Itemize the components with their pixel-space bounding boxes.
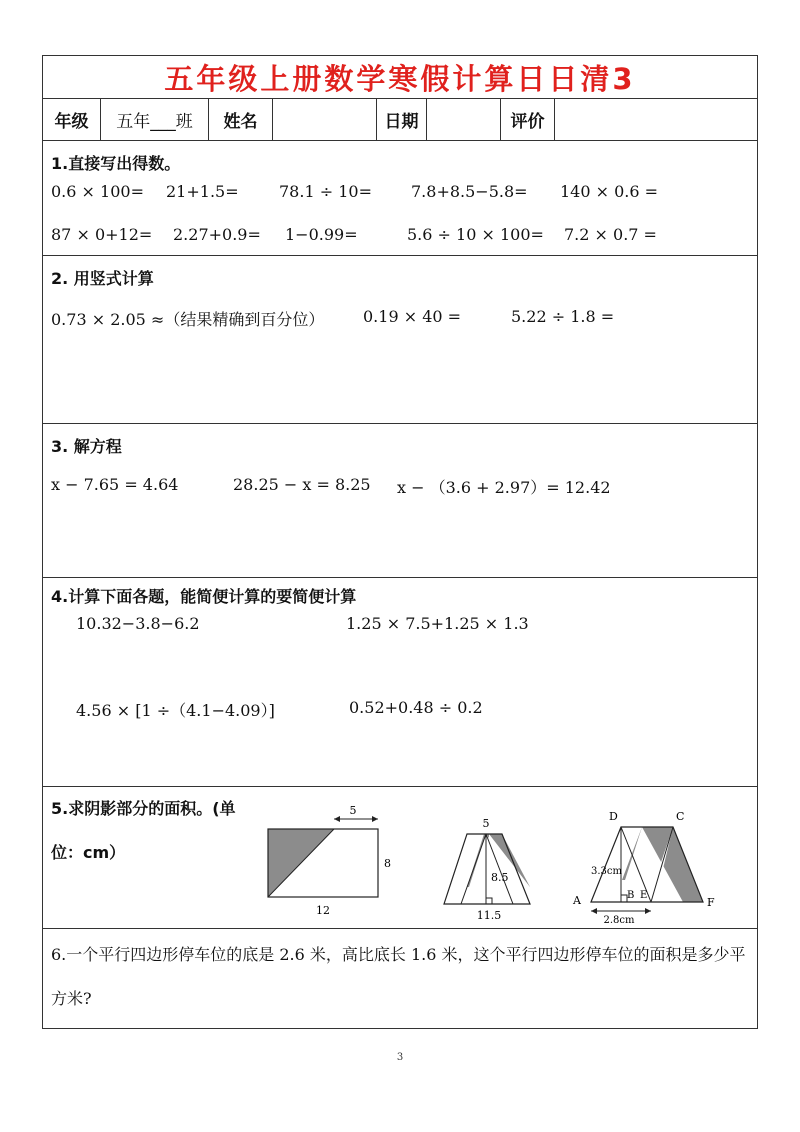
label-bottom: 11.5 — [476, 909, 502, 922]
date-label: 日期 — [377, 99, 427, 140]
problem: 4.56 × [1 ÷（4.1−4.09）] — [76, 701, 275, 720]
label-height: 3.3cm — [591, 866, 622, 877]
label-side: 8 — [384, 857, 391, 870]
problem: 0.6 × 100= — [51, 182, 144, 201]
evaluation-label: 评价 — [501, 99, 555, 140]
section-1-title: 1.直接写出得数。 — [51, 154, 181, 173]
label-f: F — [707, 896, 715, 909]
word-problem: 6.一个平行四边形停车位的底是 2.6 米，高比底长 1.6 米，这个平行四边形停车位的面积是多少平方米? — [51, 945, 746, 1008]
label-d: D — [609, 810, 618, 823]
section-5 — [43, 787, 757, 929]
problem: 5.6 ÷ 10 × 100= — [407, 225, 544, 244]
section-3 — [43, 424, 757, 578]
problem: 7.8+8.5−5.8= — [411, 182, 528, 201]
grade-label: 年级 — [43, 99, 101, 140]
section-1 — [43, 141, 757, 256]
arrow-head-left — [334, 816, 340, 822]
section-6 — [43, 929, 757, 1028]
label-bottom: 12 — [316, 904, 330, 917]
section-2 — [43, 256, 757, 424]
problem: 78.1 ÷ 10= — [279, 182, 372, 201]
section-2-title: 2. 用竖式计算 — [51, 269, 154, 288]
problem: 87 × 0+12= — [51, 225, 153, 244]
problem: 21+1.5= — [166, 182, 239, 201]
label-b: B — [627, 890, 635, 901]
evaluation-field[interactable] — [555, 99, 757, 140]
title-row — [43, 56, 757, 99]
arrow-head-right — [645, 908, 651, 914]
label-height: 8.5 — [491, 871, 509, 884]
problem: 5.22 ÷ 1.8 = — [511, 307, 615, 326]
worksheet-title: 五年级上册数学寒假计算日日清3 — [164, 61, 636, 96]
arrow-head-left — [591, 908, 597, 914]
section-3-title: 3. 解方程 — [51, 437, 122, 456]
label-c: C — [676, 810, 685, 823]
grade-field[interactable]: 五年___班 — [101, 99, 209, 140]
arrow-head-right — [372, 816, 378, 822]
problem: 28.25 − x = 8.25 — [233, 475, 371, 494]
problem: 7.2 × 0.7 = — [564, 225, 657, 244]
problem: 140 × 0.6 = — [560, 182, 659, 201]
label-top: 5 — [349, 804, 357, 817]
problem: 2.27+0.9= — [173, 225, 261, 244]
label-top: 5 — [482, 817, 490, 830]
problem: 0.52+0.48 ÷ 0.2 — [349, 698, 483, 717]
section-4-title: 4.计算下面各题，能简便计算的要简便计算 — [51, 587, 357, 606]
problem: 0.19 × 40 = — [363, 307, 462, 326]
right-angle-mark — [486, 898, 492, 904]
problem: 1−0.99= — [285, 225, 358, 244]
page-number: 3 — [396, 1052, 404, 1063]
label-a: A — [573, 894, 581, 907]
label-e: E — [640, 890, 648, 901]
area-figures — [43, 787, 757, 927]
problem: x − （3.6 + 2.97）= 12.42 — [397, 478, 611, 497]
problem: x − 7.65 = 4.64 — [51, 475, 179, 494]
section-5-title: 5.求阴影部分的面积。(单位：cm） — [51, 799, 236, 862]
name-field[interactable] — [273, 99, 377, 140]
figure-parallelogram — [572, 810, 715, 926]
figure-trapezoid — [444, 817, 530, 922]
date-field[interactable] — [427, 99, 501, 140]
name-label: 姓名 — [209, 99, 273, 140]
problem: 1.25 × 7.5+1.25 × 1.3 — [346, 614, 529, 633]
info-row — [43, 99, 757, 141]
problem: 10.32−3.8−6.2 — [76, 614, 200, 633]
problem: 0.73 × 2.05 ≈（结果精确到百分位） — [51, 310, 325, 329]
label-base: 2.8cm — [603, 915, 635, 926]
figure-rectangle — [268, 804, 391, 917]
worksheet — [42, 55, 758, 1029]
section-4 — [43, 578, 757, 787]
